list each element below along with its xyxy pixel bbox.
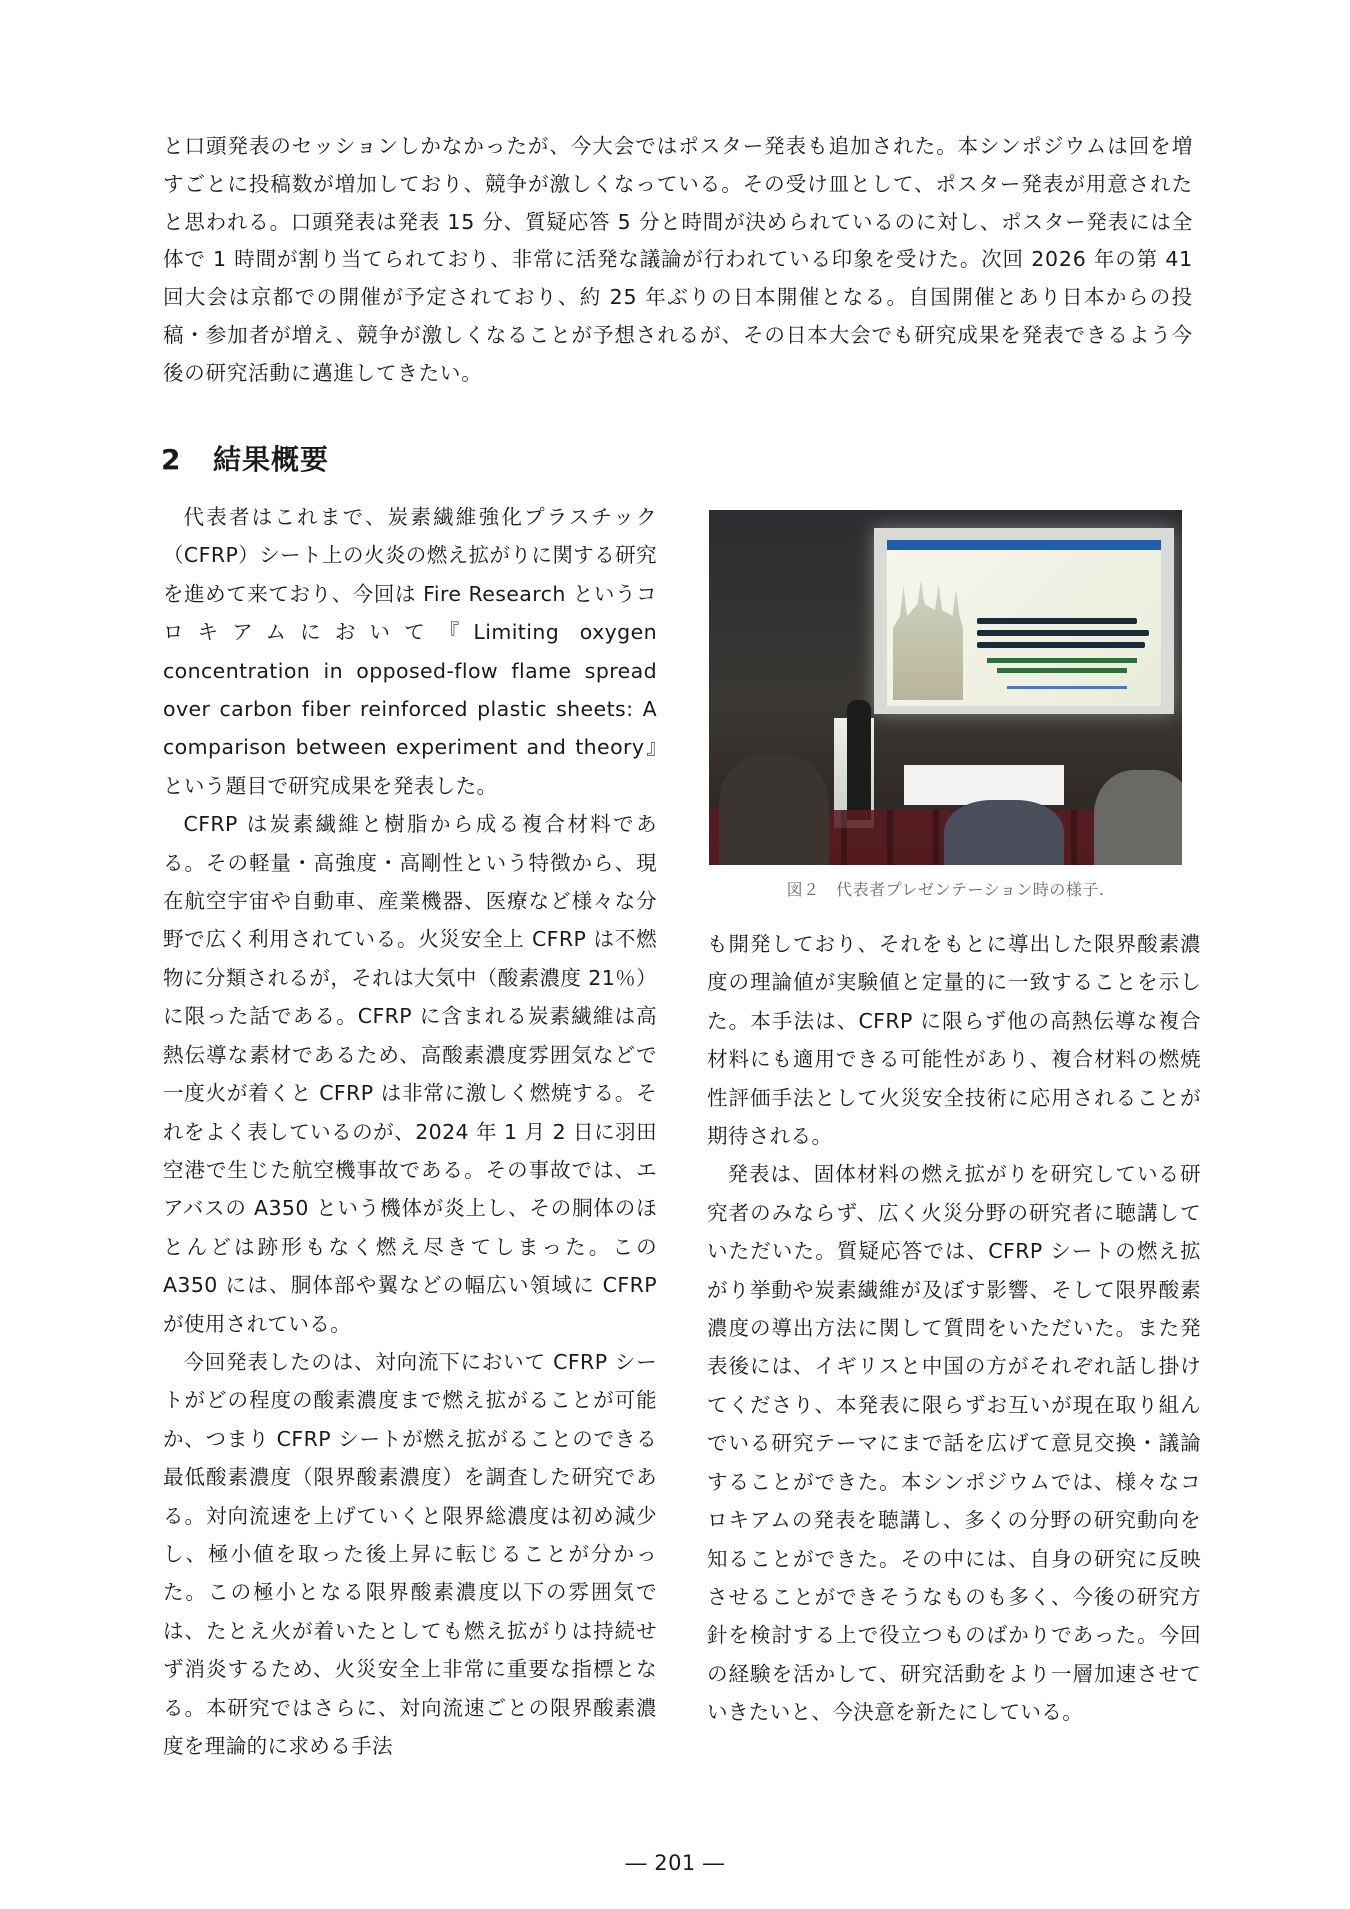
page-number: ― 201 ― — [625, 1851, 725, 1875]
intro-paragraph — [163, 128, 1193, 393]
left-column — [163, 498, 657, 1765]
slide-subtitle-line — [987, 658, 1137, 663]
slide-title-line — [977, 630, 1149, 636]
chair-table — [904, 765, 1064, 805]
speaker-figure — [847, 700, 871, 820]
section-number: 2 — [161, 443, 182, 476]
section-title: 結果概要 — [213, 443, 330, 476]
presentation-photo — [709, 510, 1182, 865]
audience-member — [944, 800, 1064, 865]
paragraph-research: 今回発表したのは、対向流下において CFRP シートがどの程度の酸素濃度まで燃え拡がることが可能か、つまり CFRP シートが燃え拡がることのできる最低酸素濃度（限界酸素濃度）を調査した研究である。対向流速を上げていくと限界総濃度は初め減少し、極小値を取った後上昇に転じることが分かった。この極小となる限界酸素濃度以下の雰囲気では、たとえ火が着いたとしても燃え拡がりは持続せず消炎するため、火災安全上非常に重要な指標となる。本研究ではさらに、対向流速ごとの限界酸素濃度を理論的に求める手法 — [163, 1349, 657, 1758]
paragraph-audience: 発表は、固体材料の燃え拡がりを研究している研究者のみならず、広く火災分野の研究者に聴講していただいた。質疑応答では、CFRP シートの燃え拡がり挙動や炭素繊維が及ぼす影響、そして限界酸素濃度の導出方法に関して質問をいただいた。また発表後には、イギリスと中国の方がそれぞれ話し掛けてくださり、本発表に限らずお互いが現在取り組んでいる研究テーマにまで話を広げて意見交換・議論することができた。本シンポジウムでは、様々なコロキアムの発表を聴講し、多くの分野の研究動向を知ることができた。その中には、自身の研究に反映させることができそうなものも多く、今後の研究方針を検討する上で役立つものばかりであった。今回の経験を活かして、研究活動をより一層加速させていきたいと、今決意を新たにしている。 — [707, 1162, 1201, 1725]
slide-subtitle-line — [997, 668, 1127, 673]
audience-member — [1094, 770, 1182, 865]
presentation-slide — [887, 540, 1161, 706]
audience-member — [719, 755, 829, 865]
slide-title-line — [977, 618, 1137, 624]
slide-authors-line — [1007, 686, 1127, 689]
paragraph-cfrp: CFRP は炭素繊維と樹脂から成る複合材料である。その軽量・高強度・高剛性という特徴から、現在航空宇宙や自動車、産業機器、医療など様々な分野で広く利用されている。火災安全上 CFRP は不燃物に分類されるが，それは大気中（酸素濃度 21％）に限った話である。CFRP に含まれる炭素繊維は高熱伝導な素材であるため、高酸素濃度雰囲気などで一度火が着くと CFRP は非常に激しく燃焼する。それをよく表しているのが、2024 年 1 月 2 日に羽田空港で生じた航空機事故である。その事故では、エアバスの A350 という機体が炎上し、その胴体のほとんどは跡形もなく燃え尽きてしまった。この A350 には、胴体部や翼などの幅広い領域に CFRP が使用されている。 — [163, 812, 657, 1336]
section-heading — [161, 438, 329, 478]
slide-header-bar — [887, 540, 1161, 550]
figure-caption: 図２ 代表者プレゼンテーション時の様子. — [786, 880, 1105, 899]
right-column — [707, 925, 1201, 1732]
paragraph-presentation: 代表者はこれまで、炭素繊維強化プラスチック（CFRP）シート上の火炎の燃え拡がりに関する研究を進めて来ており、今回は Fire Research というコロキアムにおいて『Limiting oxygen concentration in opposed-flow flame spread over carbon fiber reinforced plastic sheets: A comparison between experiment and theory』という題目で研究成果を発表した。 — [163, 505, 657, 798]
slide-cathedral-image — [893, 580, 963, 700]
slide-title-line — [977, 642, 1145, 648]
paragraph-continuation: も開発しており、それをもとに導出した限界酸素濃度の理論値が実験値と定量的に一致することを示した。本手法は、CFRP に限らず他の高熱伝導な複合材料にも適用できる可能性があり、複合材料の燃焼性評価手法として火災安全技術に応用されることが期待される。 — [707, 932, 1201, 1149]
figure-2 — [709, 510, 1182, 900]
intro-text: と口頭発表のセッションしかなかったが、今大会ではポスター発表も追加された。本シンポジウムは回を増すごとに投稿数が増加しており、競争が激しくなっている。その受け皿として、ポスター発表が用意されたと思われる。口頭発表は発表 15 分、質疑応答 5 分と時間が決められているのに対し、ポスター発表には全体で 1 時間が割り当てられており、非常に活発な議論が行われている印象を受けた。次回 2026 年の第 41 回大会は京都での開催が予定されており、約 25 年ぶりの日本開催となる。自国開催とあり日本からの投稿・参加者が増え、競争が激しくなることが予想されるが、その日本大会でも研究成果を発表できるよう今後の研究活動に邁進してきたい。 — [163, 134, 1193, 385]
